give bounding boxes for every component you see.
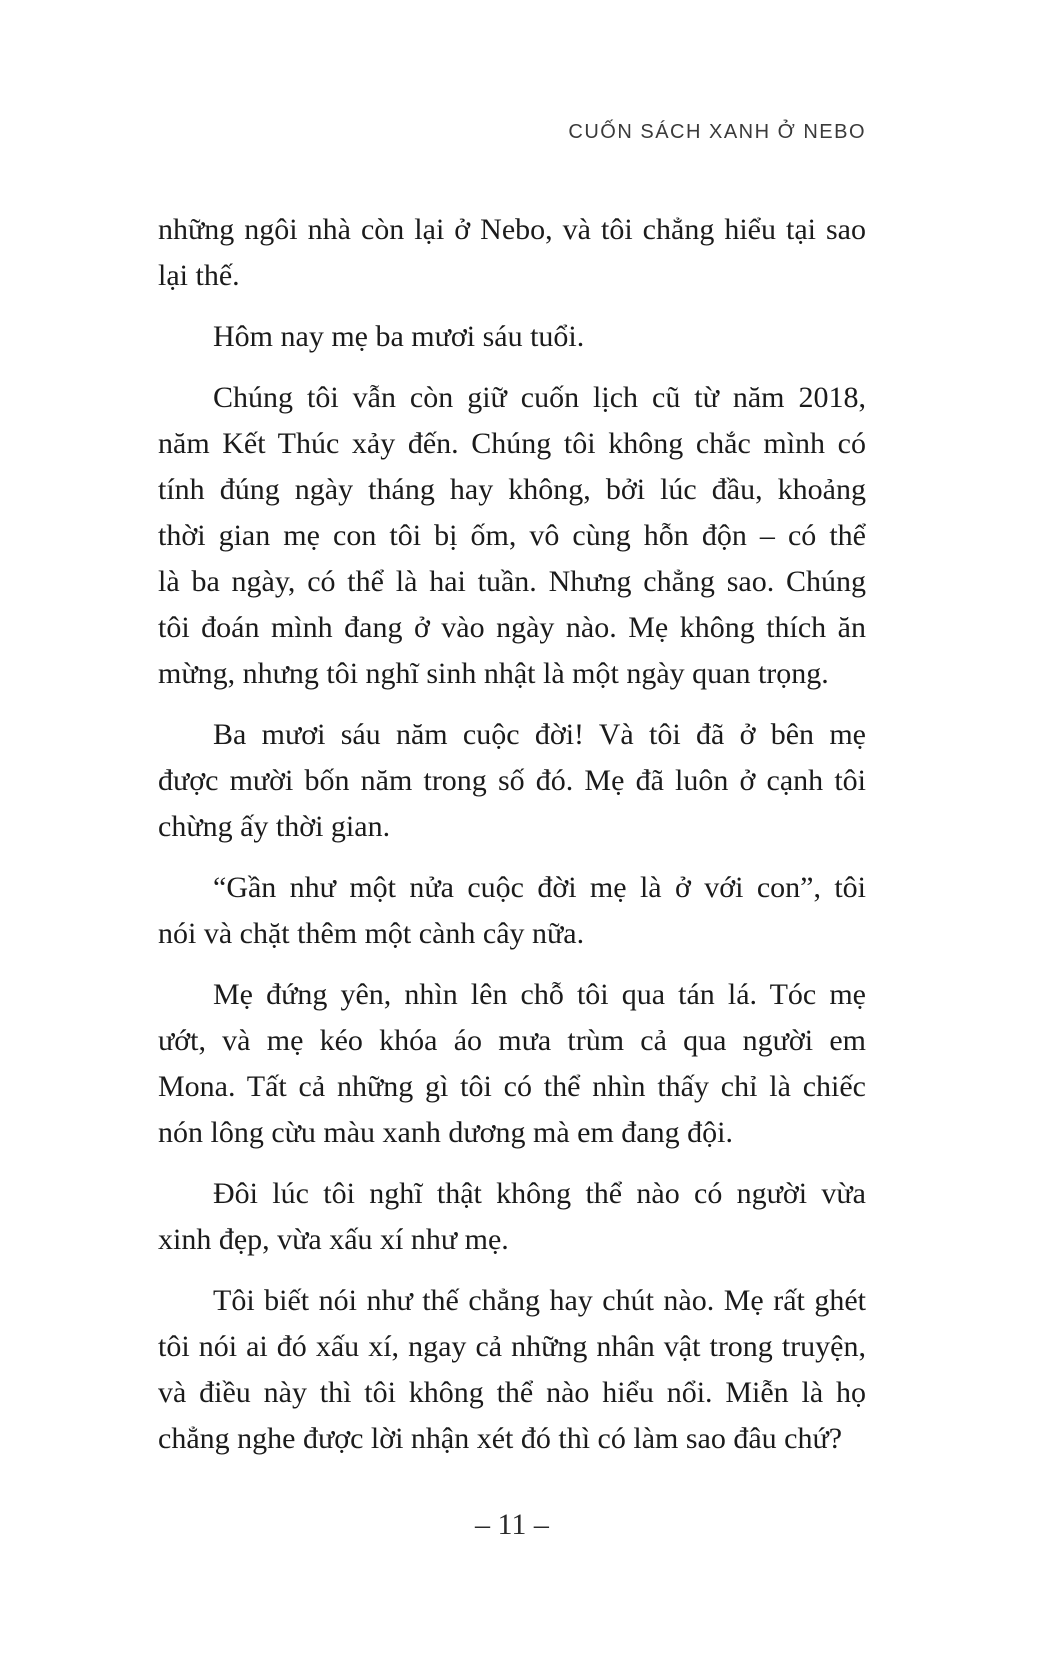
text-line: tôi nói ai đó xấu xí, ngay cả những nhân vật trong truyện, [158,1330,866,1363]
text-line: và điều này thì tôi không thể nào hiểu nổi. Miễn là họ [158,1376,866,1409]
text-line: được mười bốn năm trong số đó. Mẹ đã luôn ở cạnh tôi [158,764,866,797]
text-line: xinh đẹp, vừa xấu xí như mẹ. [158,1223,509,1256]
text-line: thời gian mẹ con tôi bị ốm, vô cùng hỗn độn – có thể [158,519,866,552]
running-header: CUỐN SÁCH XANH Ở NEBO [568,121,866,143]
paragraph [158,375,866,697]
paragraph [158,972,866,1156]
paragraph [158,314,866,360]
text-line: nói và chặt thêm một cành cây nữa. [158,917,585,950]
text-line: lại thế. [158,259,240,292]
text-line: mừng, nhưng tôi nghĩ sinh nhật là một ngày quan trọng. [158,657,829,690]
body-text [158,207,866,1462]
text-line: Hôm nay mẹ ba mươi sáu tuổi. [213,320,585,353]
paragraph [158,865,866,957]
text-line: Mona. Tất cả những gì tôi có thể nhìn thấy chỉ là chiếc [158,1070,866,1103]
text-line: Đôi lúc tôi nghĩ thật không thể nào có người vừa [213,1177,866,1210]
text-line: tính đúng ngày tháng hay không, bởi lúc đầu, khoảng [158,473,866,506]
text-line: Chúng tôi vẫn còn giữ cuốn lịch cũ từ năm 2018, [213,381,866,414]
text-line: chẳng nghe được lời nhận xét đó thì có làm sao đâu chứ? [158,1422,843,1455]
page-number: – 11 – [475,1508,549,1541]
paragraph [158,207,866,299]
text-line: nón lông cừu màu xanh dương mà em đang đội. [158,1116,733,1149]
text-line: Mẹ đứng yên, nhìn lên chỗ tôi qua tán lá. Tóc mẹ [213,978,866,1011]
text-line: tôi đoán mình đang ở vào ngày nào. Mẹ không thích ăn [158,611,866,644]
paragraph [158,712,866,850]
text-line: ướt, và mẹ kéo khóa áo mưa trùm cả qua người em [158,1024,866,1057]
text-line: Ba mươi sáu năm cuộc đời! Và tôi đã ở bên mẹ [213,718,866,751]
text-line: Tôi biết nói như thế chẳng hay chút nào. Mẹ rất ghét [213,1284,866,1317]
text-line: những ngôi nhà còn lại ở Nebo, và tôi chẳng hiểu tại sao [158,213,866,246]
text-line: chừng ấy thời gian. [158,810,391,843]
text-line: “Gần như một nửa cuộc đời mẹ là ở với con”, tôi [213,871,866,904]
paragraph [158,1278,866,1462]
text-line: năm Kết Thúc xảy đến. Chúng tôi không chắc mình có [158,427,866,460]
text-line: là ba ngày, có thể là hai tuần. Nhưng chẳng sao. Chúng [158,565,866,598]
paragraph [158,1171,866,1263]
